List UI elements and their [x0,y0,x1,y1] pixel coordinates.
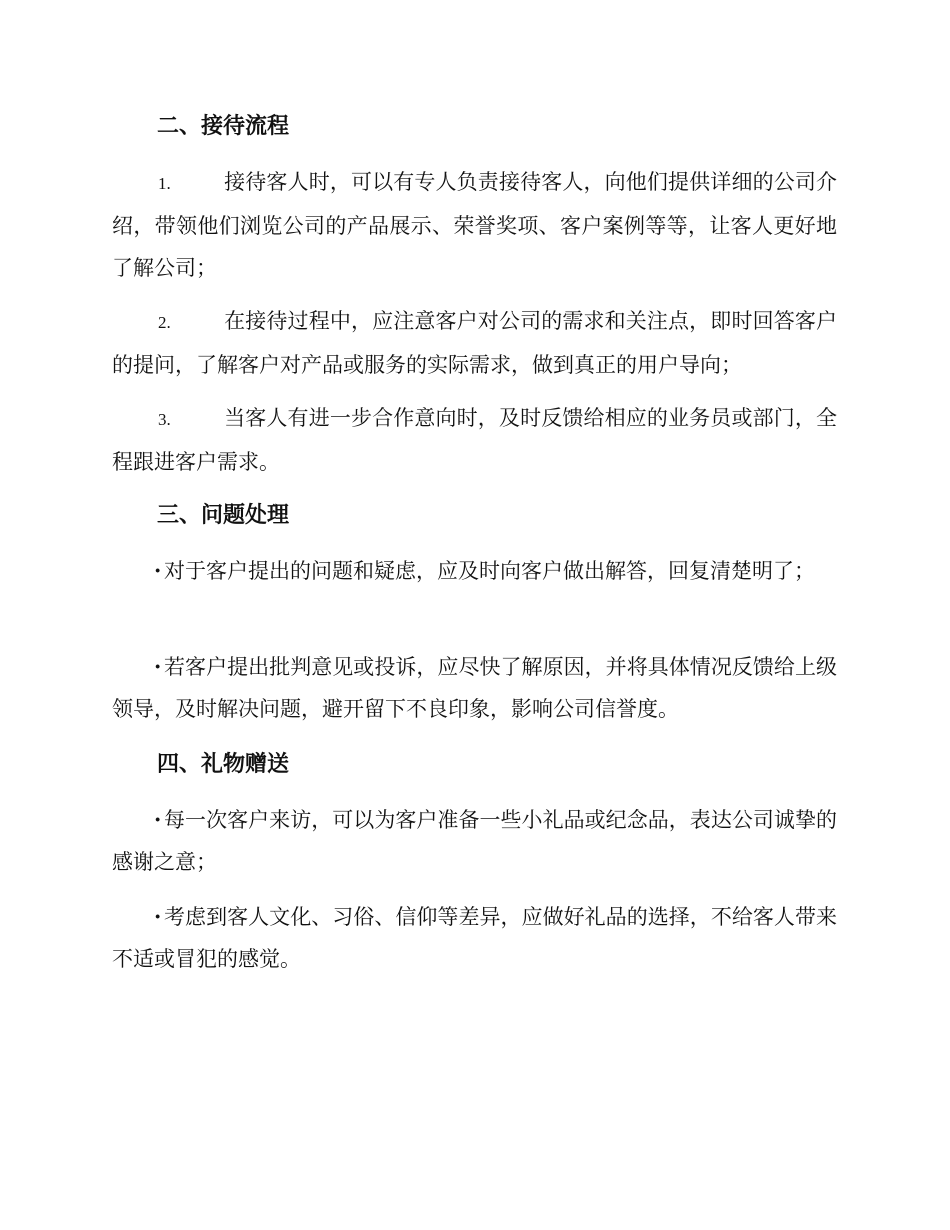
list-item [112,896,837,980]
bullet-marker: · [154,904,162,929]
section-heading-gift-giving: 四、礼物赠送 [157,752,290,777]
bullet-marker: · [154,558,162,583]
list-item [112,646,837,730]
list-item-text: 每一次客户来访，可以为客户准备一些小礼品或纪念品，表达公司诚挚的感谢之意； [112,808,837,874]
section-heading-reception-process: 二、接待流程 [157,114,290,139]
bullet-marker: · [154,654,162,679]
list-item-text: 若客户提出批判意见或投诉，应尽快了解原因，并将具体情况反馈给上级领导，及时解决问题，避开留下不良印象，影响公司信誉度。 [112,655,837,721]
list-item-text: 在接待过程中，应注意客户对公司的需求和关注点，即时回答客户的提问，了解客户对产品或服务的实际需求，做到真正的用户导向； [112,309,837,377]
list-item-text: 考虑到客人文化、习俗、信仰等差异，应做好礼品的选择，不给客人带来不适或冒犯的感觉。 [112,905,837,971]
list-item-text: 接待客人时，可以有专人负责接待客人，向他们提供详细的公司介绍，带领他们浏览公司的产品展示、荣誉奖项、客户案例等等，让客人更好地了解公司； [112,170,837,280]
section-heading-issue-handling: 三、问题处理 [157,503,290,528]
list-item-text: 对于客户提出的问题和疑虑，应及时向客户做出解答，回复清楚明了； [164,559,815,583]
list-item [112,397,837,483]
list-item [112,161,837,289]
list-item-text: 当客人有进一步合作意向时，及时反馈给相应的业务员或部门，全程跟进客户需求。 [112,406,837,474]
list-number: 1. [158,174,171,193]
list-item [112,799,837,883]
list-number: 3. [158,410,171,429]
list-item [112,550,837,592]
list-item [112,300,837,386]
bullet-marker: · [154,807,162,832]
list-number: 2. [158,313,171,332]
